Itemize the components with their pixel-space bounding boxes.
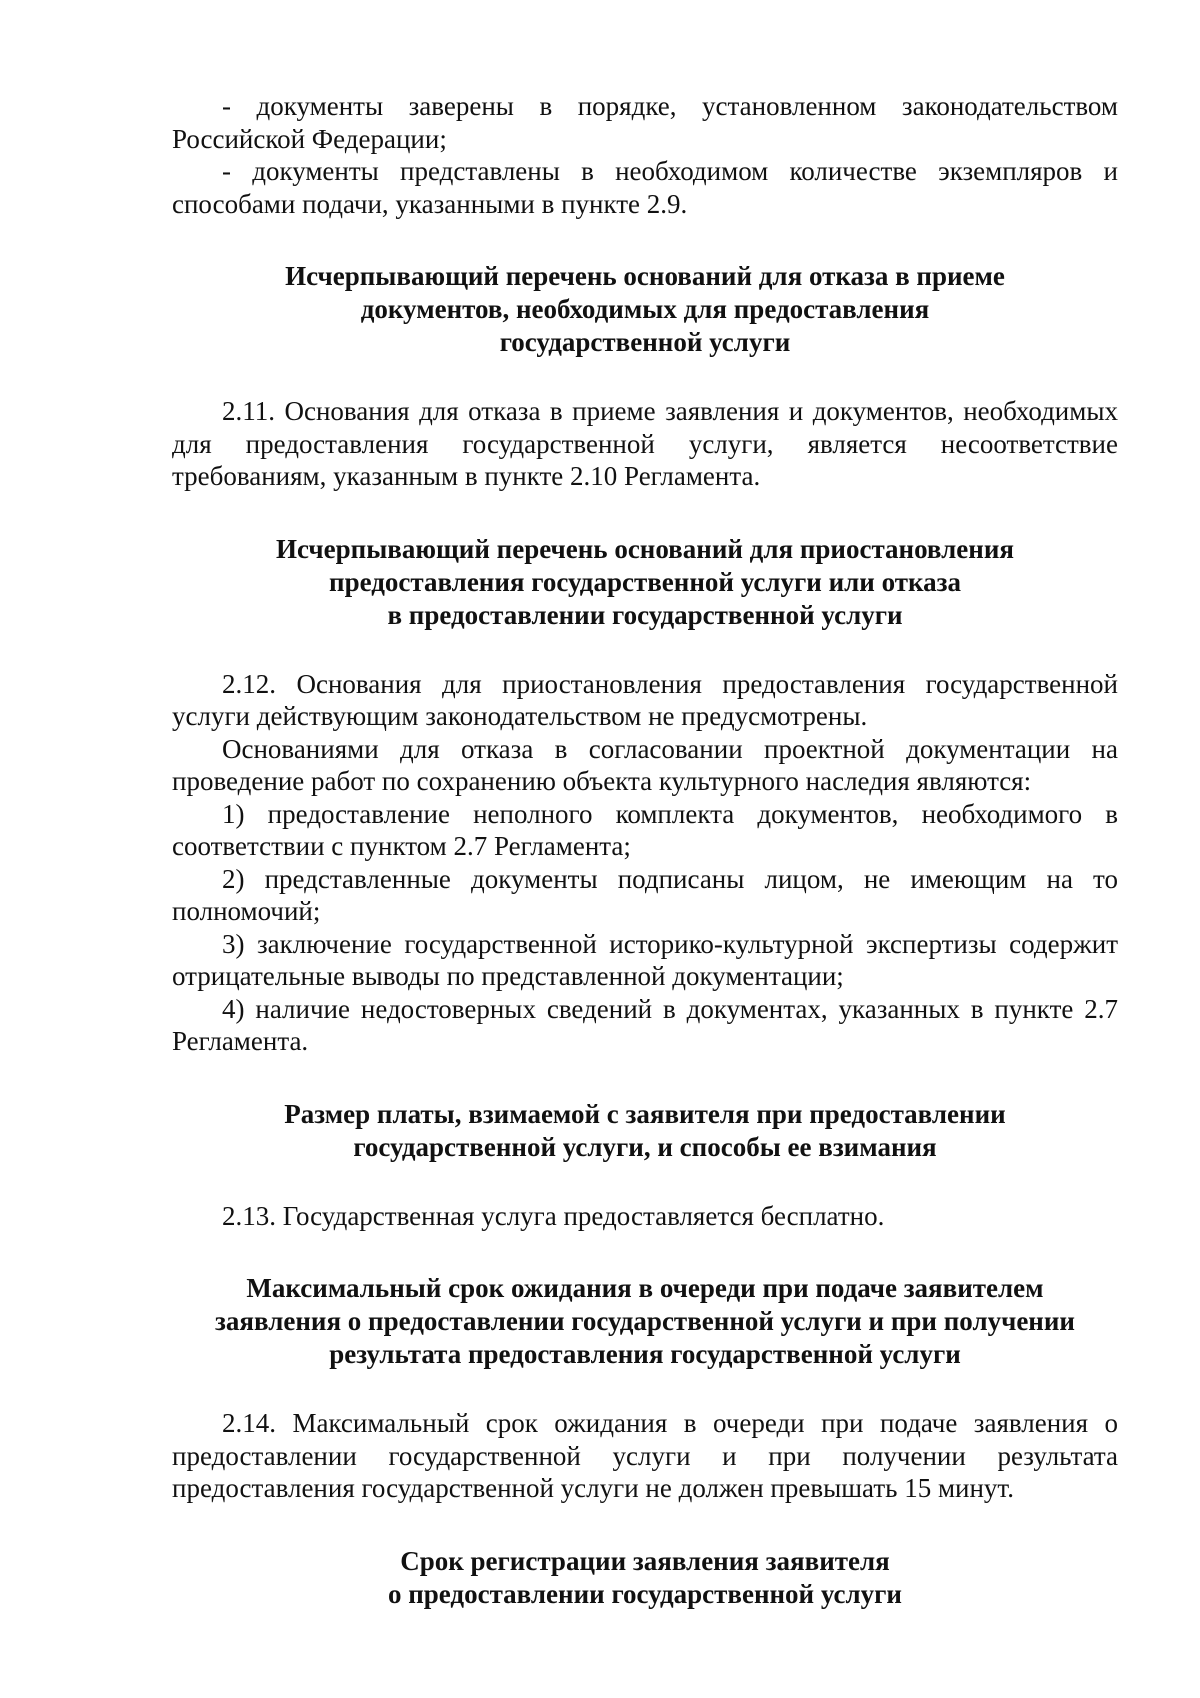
heading-line: предоставления государственной услуги или отказа	[329, 566, 961, 597]
heading-2-14	[172, 1272, 1118, 1371]
heading-line: Размер платы, взимаемой с заявителя при предоставлении	[284, 1098, 1006, 1129]
document-body	[172, 90, 1118, 1611]
heading-line: результата предоставления государственной услуги	[329, 1339, 961, 1369]
heading-line: Срок регистрации заявления заявителя	[400, 1545, 890, 1576]
intro-paragraph-1: - документы заверены в порядке, установленном законодательством Российской Федерации;	[172, 91, 1118, 154]
heading-line: Максимальный срок ожидания в очереди при подаче заявителем	[246, 1273, 1044, 1303]
intro-paragraph-2: - документы представлены в необходимом количестве экземпляров и способами подачи, указанными в пункте 2.9.	[172, 156, 1118, 219]
list-item-2: 2) представленные документы подписаны лицом, не имеющим на то полномочий;	[172, 863, 1118, 926]
paragraph-refusal-grounds: Основаниями для отказа в согласовании проектной документации на проведение работ по сохранению объекта культурного наследия являются:	[172, 733, 1118, 796]
paragraph-2-14: 2.14. Максимальный срок ожидания в очереди при подаче заявления о предоставлении государственной услуги и при получении результата предоставления государственной услуги не должен превышать 15 минут.	[172, 1408, 1118, 1503]
list-item-3: 3) заключение государственной историко-культурной экспертизы содержит отрицательные выводы по представленной документации;	[172, 928, 1118, 991]
paragraph-2-12: 2.12. Основания для приостановления предоставления государственной услуги действующим законодательством не предусмотрены.	[172, 668, 1118, 731]
heading-2-11	[172, 260, 1118, 359]
heading-line: заявления о предоставлении государственной услуги и при получении	[215, 1306, 1075, 1336]
heading-line: документов, необходимых для предоставления	[360, 294, 930, 324]
heading-2-15	[172, 1545, 1118, 1611]
heading-2-12	[172, 533, 1118, 632]
heading-line: о предоставлении государственной услуги	[387, 1578, 902, 1609]
heading-line: Исчерпывающий перечень оснований для отказа в приеме	[285, 261, 1005, 291]
paragraph-2-13: 2.13. Государственная услуга предоставляется бесплатно.	[222, 1200, 885, 1231]
heading-line: Исчерпывающий перечень оснований для приостановления	[275, 533, 1015, 564]
paragraph-2-11: 2.11. Основания для отказа в приеме заявления и документов, необходимых для предоставления государственной услуги, является несоответствие требованиям, указанным в пункте 2.10 Регламента.	[172, 396, 1118, 491]
heading-line: государственной услуги, и способы ее взимания	[353, 1131, 937, 1162]
list-item-4: 4) наличие недостоверных сведений в документах, указанных в пункте 2.7 Регламента.	[172, 993, 1118, 1056]
heading-line: государственной услуги	[499, 327, 791, 357]
heading-line: в предоставлении государственной услуги	[387, 599, 903, 630]
heading-2-13	[172, 1098, 1118, 1164]
list-item-1: 1) предоставление неполного комплекта документов, необходимого в соответствии с пунктом 2.7 Регламента;	[172, 798, 1118, 861]
